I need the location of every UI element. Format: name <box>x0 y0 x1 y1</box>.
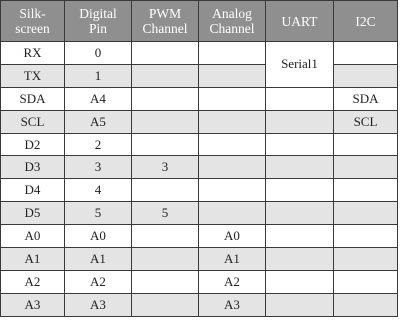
cell-uart <box>266 202 334 225</box>
cell-uart <box>266 293 334 316</box>
cell-silkscreen: RX <box>1 42 65 65</box>
table-row <box>1 133 398 156</box>
cell-pwm-channel <box>132 293 199 316</box>
cell-uart-serial1: Serial1 <box>266 42 334 88</box>
cell-digital-pin: A4 <box>65 87 132 110</box>
table-row <box>1 202 398 225</box>
header-line: I2C <box>355 13 376 29</box>
cell-silkscreen: A3 <box>1 293 65 316</box>
header-uart <box>266 1 334 42</box>
cell-i2c: SDA <box>334 87 398 110</box>
table-row <box>1 179 398 202</box>
cell-digital-pin: 4 <box>65 179 132 202</box>
cell-i2c <box>334 293 398 316</box>
cell-pwm-channel <box>132 270 199 293</box>
cell-silkscreen: A0 <box>1 225 65 248</box>
cell-uart <box>266 225 334 248</box>
header-digital-pin <box>65 1 132 42</box>
cell-analog-channel: A3 <box>199 293 266 316</box>
cell-digital-pin: 1 <box>65 64 132 87</box>
cell-uart <box>266 133 334 156</box>
cell-pwm-channel <box>132 87 199 110</box>
cell-pwm-channel <box>132 225 199 248</box>
header-line: screen <box>15 21 50 36</box>
cell-i2c <box>334 133 398 156</box>
cell-digital-pin: 5 <box>65 202 132 225</box>
header-line: Channel <box>209 21 255 36</box>
header-i2c <box>334 1 398 42</box>
cell-analog-channel: A2 <box>199 270 266 293</box>
cell-uart <box>266 110 334 133</box>
cell-i2c <box>334 225 398 248</box>
cell-analog-channel: A0 <box>199 225 266 248</box>
cell-silkscreen: D4 <box>1 179 65 202</box>
header-line: PWM <box>148 6 182 21</box>
cell-analog-channel <box>199 156 266 179</box>
header-line: Digital <box>79 6 117 21</box>
cell-i2c <box>334 202 398 225</box>
cell-digital-pin: 0 <box>65 42 132 65</box>
cell-pwm-channel <box>132 179 199 202</box>
table-row <box>1 110 398 133</box>
cell-digital-pin: A5 <box>65 110 132 133</box>
cell-pwm-channel <box>132 64 199 87</box>
header-pwm-channel <box>132 1 199 42</box>
cell-analog-channel <box>199 133 266 156</box>
header-silkscreen <box>1 1 65 42</box>
cell-uart <box>266 270 334 293</box>
table-row <box>1 64 398 87</box>
cell-pwm-channel <box>132 42 199 65</box>
cell-i2c <box>334 42 398 65</box>
cell-digital-pin: A0 <box>65 225 132 248</box>
cell-digital-pin: 2 <box>65 133 132 156</box>
header-analog-channel <box>199 1 266 42</box>
cell-digital-pin: A1 <box>65 248 132 271</box>
header-line: UART <box>281 13 318 29</box>
table-row <box>1 42 398 65</box>
cell-pwm-channel: 5 <box>132 202 199 225</box>
cell-silkscreen: A1 <box>1 248 65 271</box>
cell-analog-channel <box>199 42 266 65</box>
table-row <box>1 87 398 110</box>
table-row <box>1 293 398 316</box>
cell-analog-channel <box>199 87 266 110</box>
cell-pwm-channel <box>132 110 199 133</box>
cell-i2c <box>334 179 398 202</box>
table-row <box>1 225 398 248</box>
cell-silkscreen: TX <box>1 64 65 87</box>
cell-silkscreen: D2 <box>1 133 65 156</box>
cell-analog-channel <box>199 110 266 133</box>
cell-analog-channel <box>199 179 266 202</box>
cell-silkscreen: A2 <box>1 270 65 293</box>
cell-analog-channel: A1 <box>199 248 266 271</box>
table-row <box>1 248 398 271</box>
cell-i2c <box>334 156 398 179</box>
cell-uart <box>266 156 334 179</box>
header-line: Silk- <box>19 6 46 21</box>
cell-analog-channel <box>199 64 266 87</box>
cell-digital-pin: A3 <box>65 293 132 316</box>
header-row <box>1 1 398 42</box>
table-row <box>1 270 398 293</box>
cell-pwm-channel <box>132 248 199 271</box>
cell-silkscreen: SCL <box>1 110 65 133</box>
cell-digital-pin: 3 <box>65 156 132 179</box>
cell-pwm-channel <box>132 133 199 156</box>
cell-silkscreen: SDA <box>1 87 65 110</box>
cell-i2c <box>334 270 398 293</box>
cell-uart <box>266 179 334 202</box>
cell-silkscreen: D5 <box>1 202 65 225</box>
cell-uart <box>266 87 334 110</box>
cell-digital-pin: A2 <box>65 270 132 293</box>
cell-i2c <box>334 248 398 271</box>
header-line: Pin <box>88 21 107 36</box>
cell-uart <box>266 248 334 271</box>
cell-analog-channel <box>199 202 266 225</box>
cell-pwm-channel: 3 <box>132 156 199 179</box>
cell-i2c <box>334 64 398 87</box>
cell-i2c: SCL <box>334 110 398 133</box>
cell-silkscreen: D3 <box>1 156 65 179</box>
table-row <box>1 156 398 179</box>
header-line: Analog <box>212 6 252 21</box>
header-line: Channel <box>142 21 188 36</box>
